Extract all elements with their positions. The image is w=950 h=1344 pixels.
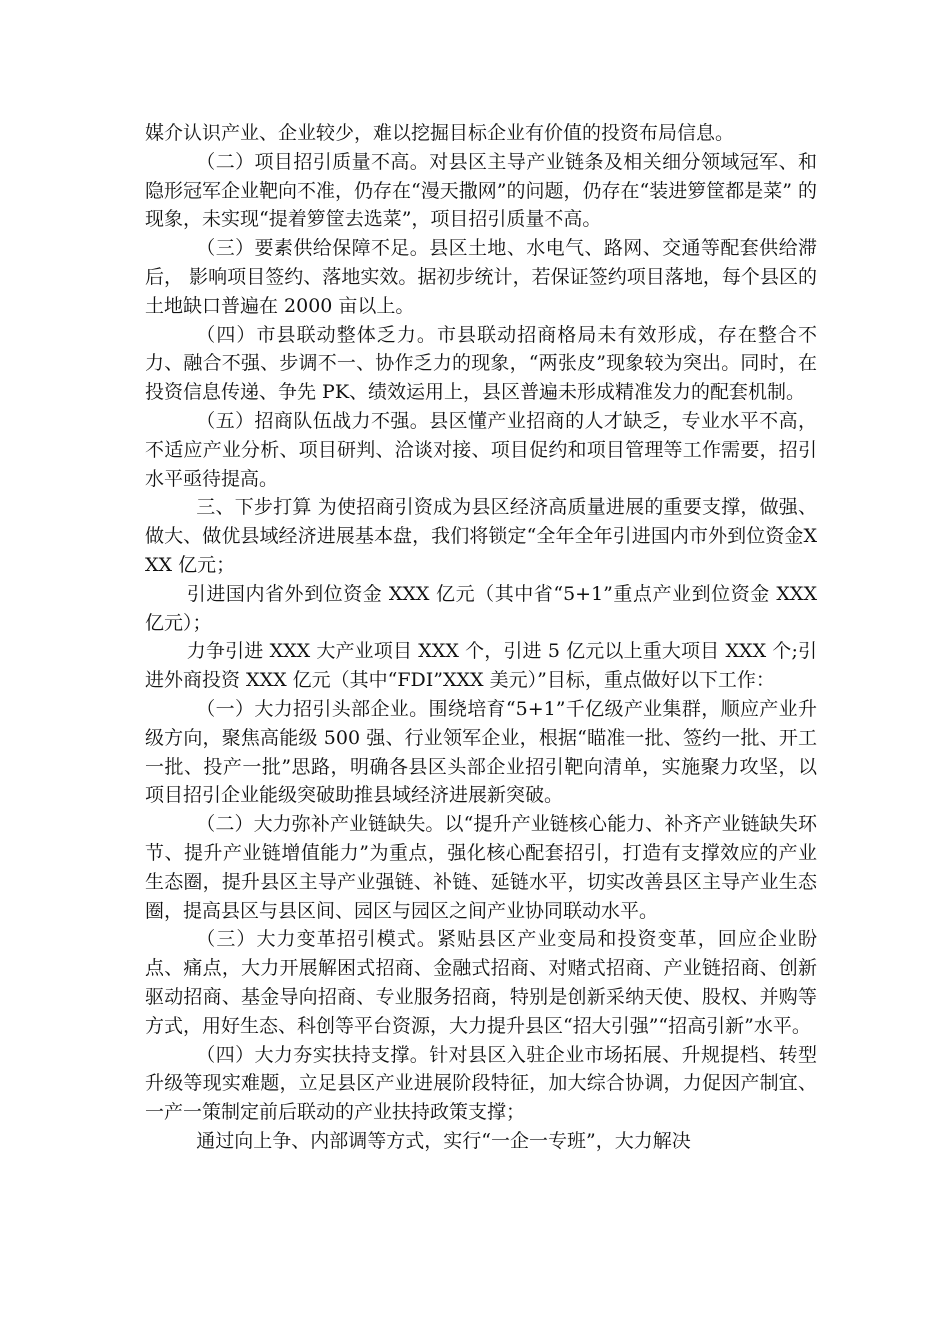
paragraph-support-policy: （四）大力夯实扶持支撑。针对县区入驻企业市场拓展、升规提档、转型升级等现实难题，立足县区产业进展阶段特征，加大综合协调，力促因产制宜、一产一策制定前后联动的产业扶持政策支撑； (145, 1043, 817, 1124)
paragraph-domestic-funds: 引进国内省外到位资金 XXX 亿元（其中省“5+1”重点产业到位资金 XXX 亿元）； (145, 582, 817, 634)
paragraph-city-county-linkage: （四）市县联动整体乏力。市县联动招商格局未有效形成，存在整合不力、融合不强、步调不一、协作乏力的现象，“两张皮”现象较为突出。同时，在投资信息传递、争先 PK、绩效运用上，县区普遍未形成精准发力的配套机制。 (145, 323, 817, 404)
document-page (145, 119, 817, 1156)
paragraph-team-capacity: （五）招商队伍战力不强。县区懂产业招商的人才缺乏，专业水平不高，不适应产业分析、项目研判、洽谈对接、项目促约和项目管理等工作需要，招引水平亟待提高。 (145, 409, 817, 490)
paragraph-attraction-model: （三）大力变革招引模式。紧贴县区产业变局和投资变革，回应企业盼点、痛点，大力开展解困式招商、金融式招商、对赌式招商、产业链招商、创新驱动招商、基金导向招商、专业服务招商，特别是创新采纳天使、股权、并购等方式，用好生态、科创等平台资源，大力提升县区“招大引强”“招高引新”水平。 (145, 928, 817, 1037)
paragraph-next-steps: 三、下步打算 为使招商引资成为县区经济高质量进展的重要支撑，做强、做大、做优县域经济进展基本盘，我们将锁定“全年全年引进国内市外到位资金XXX 亿元； (145, 496, 817, 576)
paragraph-dedicated-team: 通过向上争、内部调等方式，实行“一企一专班”，大力解决 (196, 1129, 691, 1152)
paragraph-major-projects: 力争引进 XXX 大产业项目 XXX 个，引进 5 亿元以上重大项目 XXX 个;引进外商投资 XXX 亿元（其中“FDI”XXX 美元）”目标，重点做好以下工作： (145, 640, 817, 692)
paragraph-industry-chain: （二）大力弥补产业链缺失。以“提升产业链核心能力、补齐产业链缺失环 节、提升产业链增值能力”为重点，强化核心配套招引，打造有支撑效应的产业生态圈，提升县区主导产业强链、补链、延链水平，切实改善县区主导产业生态圈，提高县区与县区间、园区与园区之间产业协同联动水平。 (145, 813, 817, 922)
paragraph-continuation: 媒介认识产业、企业较少，难以挖掘目标企业有价值的投资布局信息。 (145, 122, 735, 144)
paragraph-project-quality: （二）项目招引质量不高。对县区主导产业链条及相关细分领域冠军、和隐形冠军企业靶向不准，仍存在“漫天撒网”的问题，仍存在“装进箩筐都是菜” 的现象，未实现“提着箩筐去选菜”，项目招引质量不高。 (145, 150, 817, 231)
paragraph-factor-supply: （三）要素供给保障不足。县区土地、水电气、路网、交通等配套供给滞后， 影响项目签约、落地实效。据初步统计，若保证签约项目落地，每个县区的土地缺口普遍在 2000 亩以上。 (145, 237, 817, 317)
paragraph-head-enterprises: （一）大力招引头部企业。围绕培育“5+1”千亿级产业集群，顺应产业升级方向，聚焦高能级 500 强、行业领军企业，根据“瞄准一批、签约一批、开工一批、投产一批”思路，明确各县区头部企业招引靶向清单，实施聚力攻坚，以项目招引企业能级突破助推县域经济进展新突破。 (145, 697, 817, 807)
